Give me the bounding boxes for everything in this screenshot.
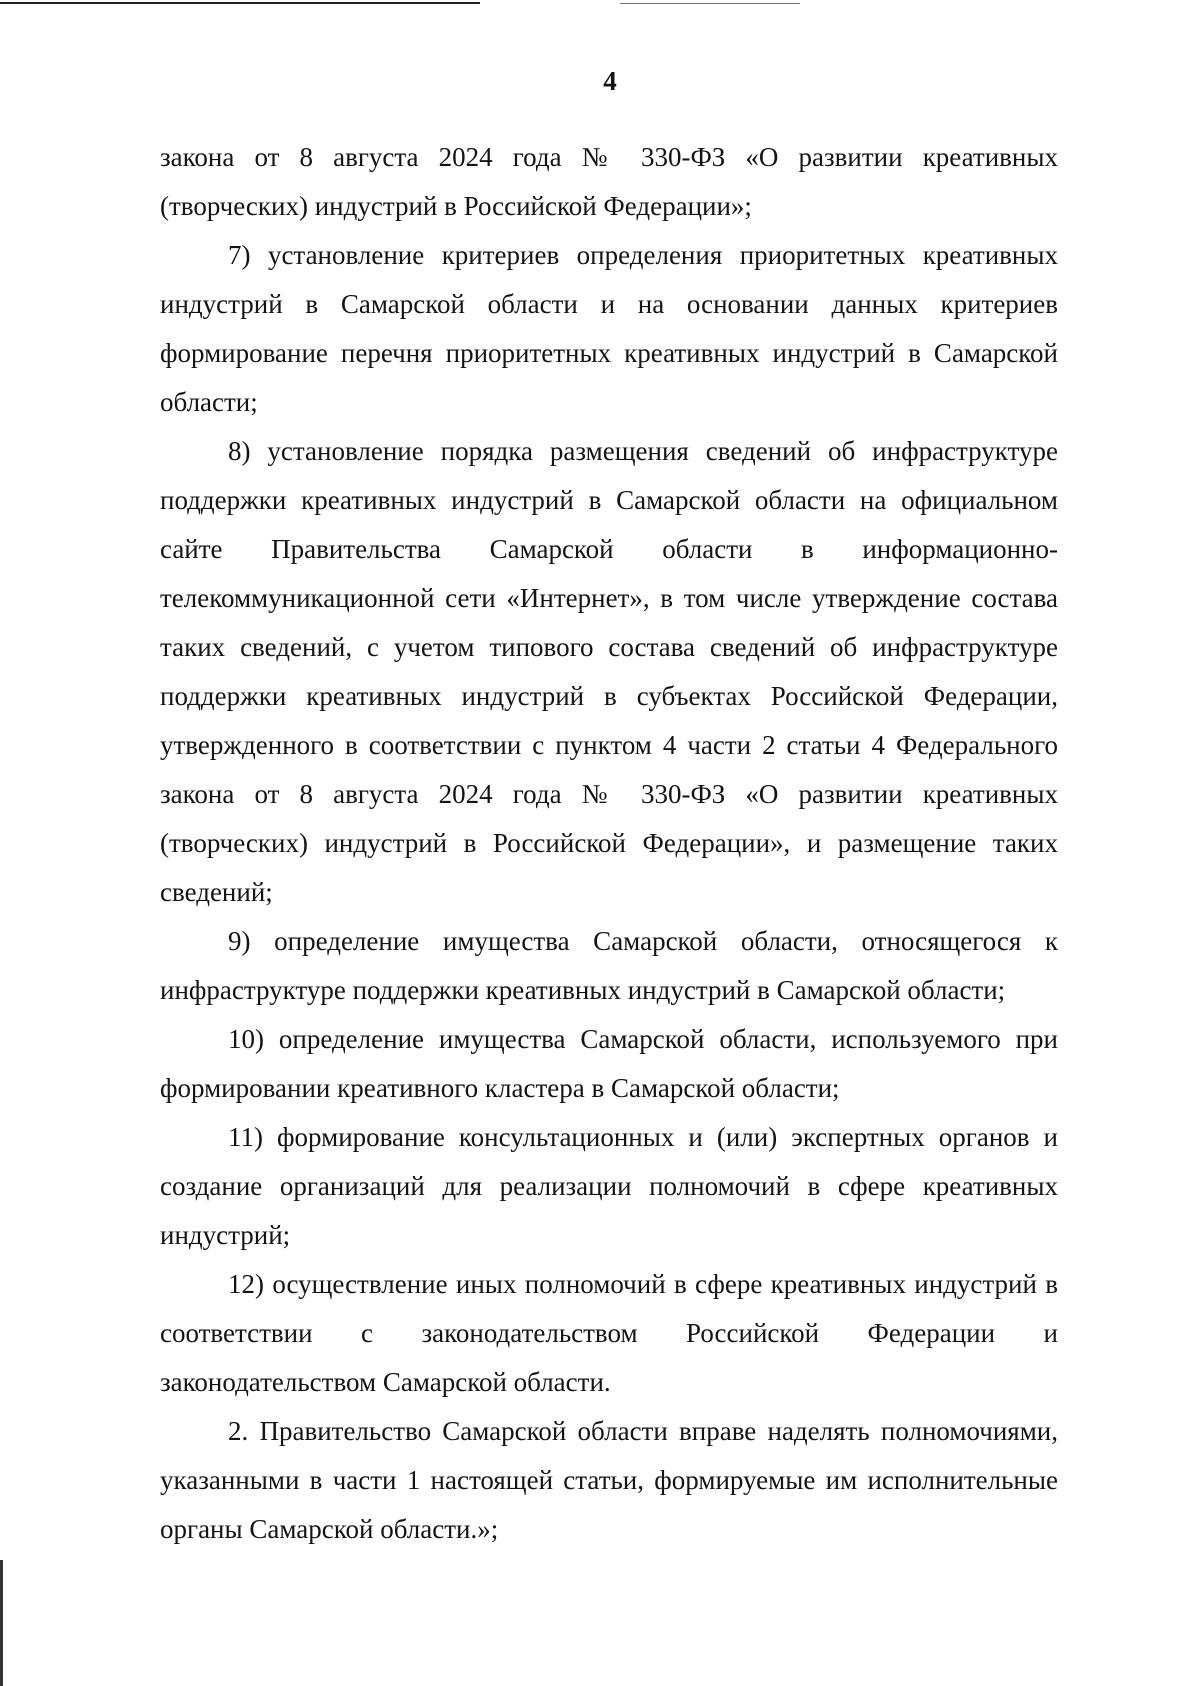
paragraph-continuation: закона от 8 августа 2024 года № 330-ФЗ «О развитии креативных (творческих) индустрий в Российской Федерации»; [160,142,1058,221]
paragraph-item-10: 10) определение имущества Самарской области, используемого при формировании креативного кластера в Самарской области; [160,1024,1058,1103]
paragraph-item-8: 8) установление порядка размещения сведений об инфраструктуре поддержки креативных индустрий в Самарской области на официальном сайте Правительства Самарской области в информационно-телекоммуникационной сети «Интернет», в том числе утверждение состава таких сведений, с учетом типового состава сведений об инфраструктуре поддержки креативных индустрий в субъектах Российской Федерации, утвержденного в соответствии с пунктом 4 части 2 статьи 4 Федерального закона от 8 августа 2024 года № 330-ФЗ «О развитии креативных (творческих) индустрий в Российской Федерации», и размещение таких сведений; [160,436,1058,907]
page-number: 4 [603,66,617,96]
paragraph-part-2: 2. Правительство Самарской области вправе наделять полномочиями, указанными в части 1 настоящей статьи, формируемые им исполнительные органы Самарской области.»; [160,1416,1058,1544]
paragraph-item-11: 11) формирование консультационных и (или) экспертных органов и создание организаций для реализации полномочий в сфере креативных индустрий; [160,1122,1058,1250]
document-body [160,133,1058,1554]
scan-artifact-top-line [0,2,480,4]
scan-artifact-top-line-faint [620,3,800,4]
paragraph-item-7: 7) установление критериев определения приоритетных креативных индустрий в Самарской области и на основании данных критериев формирование перечня приоритетных креативных индустрий в Самарской области; [160,240,1058,417]
paragraph-item-12: 12) осуществление иных полномочий в сфере креативных индустрий в соответствии с законодательством Российской Федерации и законодательством Самарской области. [160,1269,1058,1397]
scan-artifact-left-edge [0,1560,3,1686]
paragraph-item-9: 9) определение имущества Самарской области, относящегося к инфраструктуре поддержки креативных индустрий в Самарской области; [160,926,1058,1005]
